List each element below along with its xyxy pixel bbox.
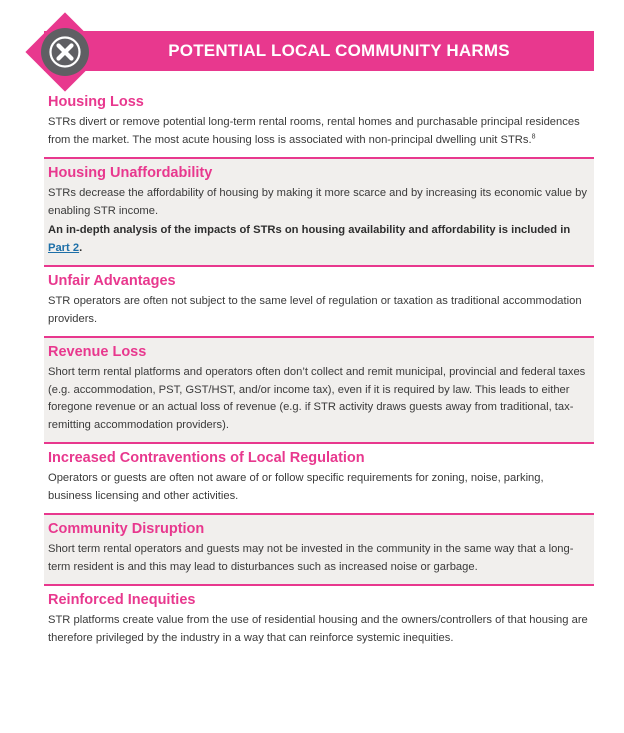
section-title: Housing Unaffordability — [48, 165, 213, 181]
section-revenue-loss — [44, 338, 594, 444]
section-body: STRs decrease the affordability of housing by making it more scarce and by increasing its economic value by enabling STR income. — [48, 187, 587, 217]
section-housing-loss — [44, 88, 594, 159]
section-title: Housing Loss — [48, 94, 144, 110]
section-body: Operators or guests are often not aware of or follow specific requirements for zoning, noise, parking, business licensing and other activities. — [48, 472, 544, 502]
section-title: Community Disruption — [48, 521, 205, 537]
section-unfair-advantages — [44, 267, 594, 338]
section-note: An in-depth analysis of the impacts of STRs on housing availability and affordability is included in Part 2. — [48, 224, 571, 254]
section-title: Revenue Loss — [48, 344, 147, 360]
harms-list — [44, 88, 594, 655]
section-title: Increased Contraventions of Local Regulation — [48, 450, 365, 466]
part-2-link[interactable]: Part 2 — [48, 241, 80, 254]
header-banner — [44, 31, 594, 71]
section-body: STR operators are often not subject to the same level of regulation or taxation as traditional accommodation providers. — [48, 295, 582, 325]
section-body: Short term rental operators and guests may not be invested in the community in the same way that a long-term resident is and this may lead to disturbances such as increased noise or garbage. — [48, 543, 574, 573]
section-housing-unaffordability — [44, 159, 594, 267]
section-community-disruption — [44, 515, 594, 586]
section-body: Short term rental platforms and operators often don’t collect and remit municipal, provincial and federal taxes (e.g. accommodation, PST, GST/HST, and/or income tax), even if it is required by law. This leads to either foregone revenue or an actual loss of revenue (e.g. if STR activity draws guests away from traditional, tax-remitting accommodation providers). — [48, 366, 586, 431]
section-body: STR platforms create value from the use of residential housing and the owners/controllers of that housing are therefore privileged by the industry in a way that can reinforce systemic inequities. — [48, 614, 588, 644]
page-title: POTENTIAL LOCAL COMMUNITY HARMS — [168, 41, 510, 60]
x-close-icon — [23, 10, 107, 94]
section-reinforced-inequities — [44, 586, 594, 655]
section-increased-contraventions — [44, 444, 594, 515]
section-body: STRs divert or remove potential long-term rental rooms, rental homes and purchasable principal residences from the market. The most acute housing loss is associated with non-principal dwelling unit STRs.$^8$ — [48, 116, 580, 146]
footnote-ref[interactable]: 8 — [531, 132, 536, 140]
section-title: Reinforced Inequities — [48, 592, 196, 608]
section-title: Unfair Advantages — [48, 273, 176, 289]
